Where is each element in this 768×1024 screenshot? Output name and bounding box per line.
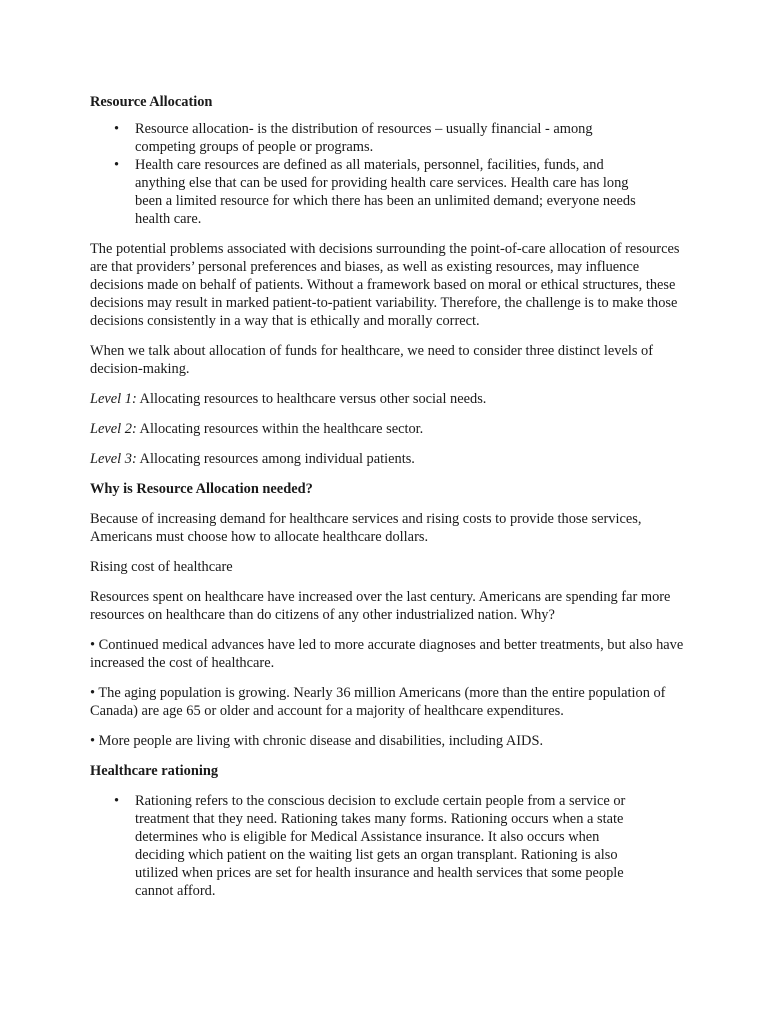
level-2-line	[90, 420, 690, 438]
subheading-rising-cost: Rising cost of healthcare	[90, 559, 233, 575]
bullet-list-rationing	[90, 792, 690, 900]
heading-healthcare-rationing: Healthcare rationing	[90, 763, 219, 779]
list-item	[90, 792, 645, 900]
paragraph-levels-intro: When we talk about allocation of funds for healthcare, we need to consider three distinct levels of decision-making.	[90, 343, 654, 377]
list-item	[90, 156, 645, 228]
list-item-text: Resource allocation- is the distribution of resources – usually financial - among competing groups of people or programs.	[135, 121, 593, 155]
level-label: Level 3:	[90, 451, 137, 467]
paragraph-increasing-demand: Because of increasing demand for healthcare services and rising costs to provide those services, Americans must choose how to allocate healthcare dollars.	[90, 511, 642, 545]
list-item	[90, 120, 645, 156]
level-text: Allocating resources among individual patients.	[136, 451, 415, 467]
level-3-line	[90, 450, 690, 468]
level-label: Level 1:	[90, 391, 137, 407]
level-text: Allocating resources to healthcare versus other social needs.	[136, 391, 487, 407]
bullet-icon: •	[114, 793, 120, 809]
point-aging-population: • The aging population is growing. Nearly 36 million Americans (more than the entire population of Canada) are age 65 or older and account for a majority of healthcare expenditures.	[90, 685, 666, 719]
paragraph-allocation-problems: The potential problems associated with decisions surrounding the point-of-care allocation of resources are that providers’ personal preferences and biases, as well as existing resources, may influence decisions made on behalf of patients. Without a framework based on moral or ethical structures, these decisions may result in marked patient-to-patient variability. Therefore, the challenge is to make those decisions consistently in a way that is ethically and morally correct.	[90, 241, 680, 329]
level-text: Allocating resources within the healthcare sector.	[136, 421, 424, 437]
list-item-text: Rationing refers to the conscious decision to exclude certain people from a service or treatment that they need. Rationing takes many forms. Rationing occurs when a state determines who is eligible for Medical Assistance insurance. It also occurs when deciding which patient on the waiting list gets an organ transplant. Rationing is also utilized when prices are set for health insurance and health services that some people cannot afford.	[135, 793, 626, 899]
heading-resource-allocation: Resource Allocation	[90, 94, 213, 110]
bullet-icon: •	[114, 121, 120, 137]
bullet-icon: •	[114, 157, 120, 173]
bullet-list-resource-allocation	[90, 120, 690, 228]
list-item-text: Health care resources are defined as all materials, personnel, facilities, funds, and anything else that can be used for providing health care services. Health care has long been a limited resource for which there has been an unlimited demand; everyone needs health care.	[135, 157, 636, 227]
point-medical-advances: • Continued medical advances have led to more accurate diagnoses and better treatments, but also have increased the cost of healthcare.	[90, 637, 684, 671]
level-1-line	[90, 390, 690, 408]
document-page	[90, 93, 690, 900]
level-label: Level 2:	[90, 421, 137, 437]
point-chronic-disease: • More people are living with chronic disease and disabilities, including AIDS.	[90, 733, 544, 749]
heading-why-needed: Why is Resource Allocation needed?	[90, 481, 313, 497]
paragraph-resources-spent: Resources spent on healthcare have increased over the last century. Americans are spending far more resources on healthcare than do citizens of any other industrialized nation. Why?	[90, 589, 671, 623]
